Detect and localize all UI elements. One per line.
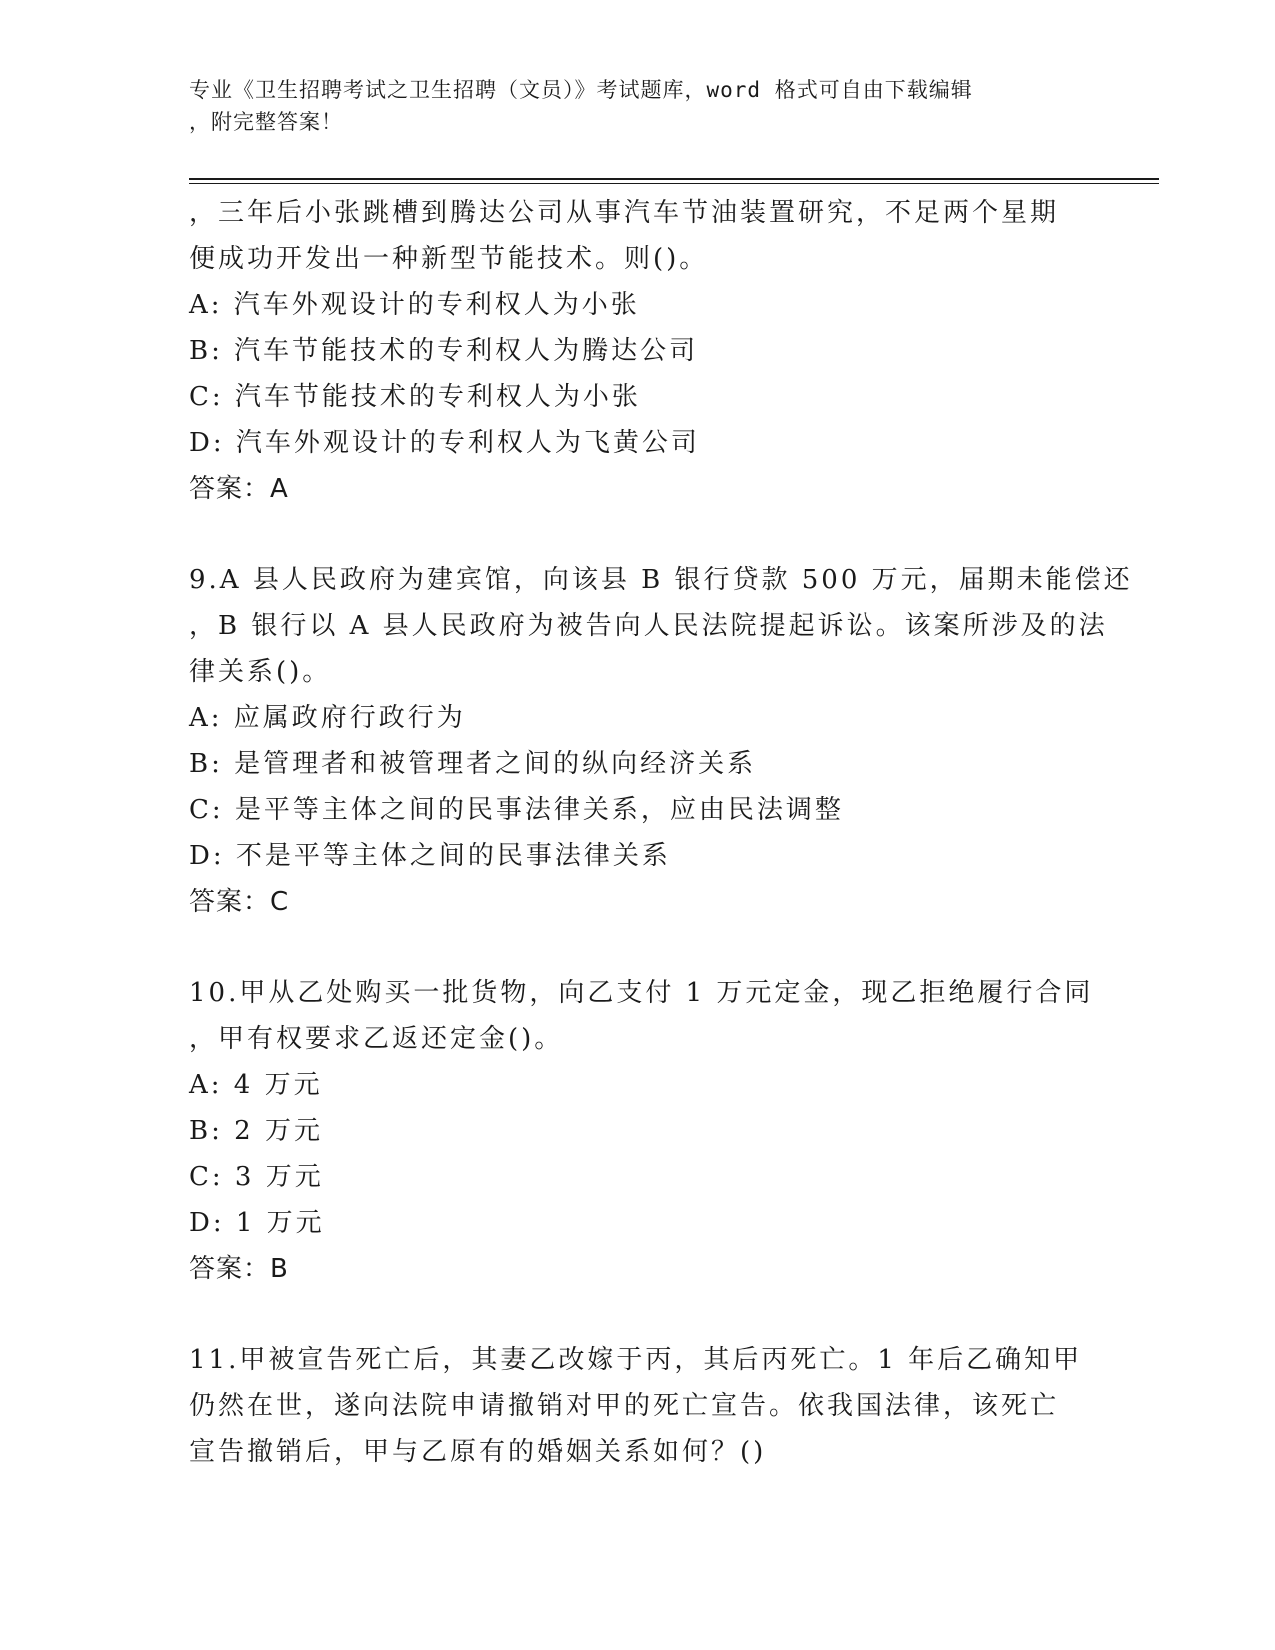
question-10: [189, 970, 1094, 1292]
spacer: [189, 1292, 1089, 1337]
spacer: [189, 925, 1089, 970]
option-a: A: 汽车外观设计的专利权人为小张: [189, 290, 640, 320]
header-line-2: ，附完整答案！: [189, 110, 343, 134]
answer-line: 答案：C: [189, 887, 290, 917]
header-divider-thin: [189, 183, 1159, 184]
question-8: [189, 190, 1089, 512]
option-c: C: 3 万元: [189, 1162, 324, 1192]
option-b: B: 是管理者和被管理者之间的纵向经济关系: [189, 749, 757, 779]
question-stem-line: 9.A 县人民政府为建宾馆，向该县 B 银行贷款 500 万元，届期未能偿还: [189, 565, 1133, 595]
option-c: C: 汽车节能技术的专利权人为小张: [189, 382, 641, 412]
question-stem-line: ，三年后小张跳槽到腾达公司从事汽车节油装置研究，不足两个星期: [189, 198, 1060, 228]
question-list: [189, 190, 1133, 1475]
option-a: A: 4 万元: [189, 1070, 323, 1100]
question-stem-line: 宣告撤销后，甲与乙原有的婚姻关系如何？(): [189, 1437, 767, 1467]
document-header: [189, 74, 1089, 138]
answer-line: 答案：A: [189, 474, 289, 504]
option-d: D: 1 万元: [189, 1208, 325, 1238]
option-a: A: 应属政府行政行为: [189, 703, 466, 733]
question-stem-line: 便成功开发出一种新型节能技术。则()。: [189, 244, 709, 274]
question-stem-line: ，B 银行以 A 县人民政府为被告向人民法院提起诉讼。该案所涉及的法: [189, 611, 1108, 641]
option-b: B: 汽车节能技术的专利权人为腾达公司: [189, 336, 699, 366]
option-c: C: 是平等主体之间的民事法律关系，应由民法调整: [189, 795, 844, 825]
question-stem-line: 律关系()。: [189, 657, 332, 687]
header-line-1: 专业《卫生招聘考试之卫生招聘（文员）》考试题库，word 格式可自由下载编辑: [189, 78, 973, 102]
spacer: [189, 512, 1089, 557]
question-11: [189, 1337, 1089, 1475]
question-stem-line: 10.甲从乙处购买一批货物，向乙支付 1 万元定金，现乙拒绝履行合同: [189, 978, 1094, 1008]
option-b: B: 2 万元: [189, 1116, 323, 1146]
option-d: D: 不是平等主体之间的民事法律关系: [189, 841, 671, 871]
answer-line: 答案：B: [189, 1254, 289, 1284]
option-d: D: 汽车外观设计的专利权人为飞黄公司: [189, 428, 700, 458]
question-stem-line: 11.甲被宣告死亡后，其妻乙改嫁于丙，其后丙死亡。1 年后乙确知甲: [189, 1345, 1083, 1375]
question-stem-line: ，甲有权要求乙返还定金()。: [189, 1024, 564, 1054]
question-9: [189, 557, 1133, 925]
question-stem-line: 仍然在世，遂向法院申请撤销对甲的死亡宣告。依我国法律，该死亡: [189, 1391, 1060, 1421]
header-divider-thick: [189, 178, 1159, 180]
